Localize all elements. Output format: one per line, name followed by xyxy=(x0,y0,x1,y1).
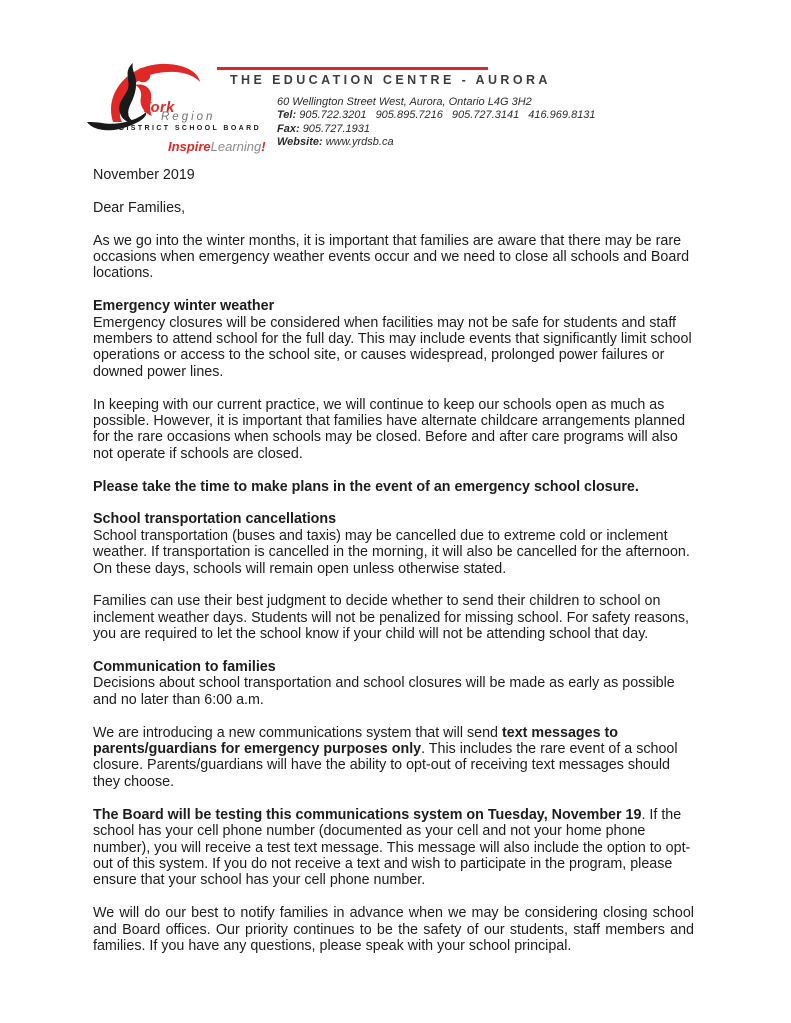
p3-bold-text: The Board will be testing this communications system on Tuesday, November 19 xyxy=(93,806,642,823)
p2-pre-text: We are introducing a new communications system that will send xyxy=(93,724,502,741)
section-heading-winter: Emergency winter weather xyxy=(93,298,275,315)
fax-label: Fax: xyxy=(277,122,300,135)
education-centre-title: THE EDUCATION CENTRE - AURORA xyxy=(230,73,551,87)
p2-bold-text: text messages to parents/guardians for emergency purposes only xyxy=(93,724,618,758)
logo-district-school-board-text: DISTRICT SCHOOL BOARD xyxy=(119,125,262,132)
contact-fax-line xyxy=(277,123,596,136)
transportation-paragraph-2: Families can use their best judgment to decide whether to send their children to school on inclement weather days. Students will not be penalized for missing school. For safety reasons, you are required to let the school know if your child will not be attending school that day. xyxy=(93,593,690,643)
communication-paragraph-1: Decisions about school transportation and school closures will be made as early as possible and no later than 6:00 a.m. xyxy=(93,675,675,708)
p3-post-text: . If the school has your cell phone number (documented as your cell and not your home phone number), you will receive a test text message. This message will also include the option to opt-out of this system. If you do not receive a text and wish to participate in the program, please ensure that your school has your cell phone number. xyxy=(93,806,691,889)
logo-york-text: York xyxy=(141,100,175,116)
tagline-learning: Learning xyxy=(210,139,262,154)
contact-website-line xyxy=(277,136,596,149)
emphasis-line: Please take the time to make plans in the event of an emergency school closure. xyxy=(93,478,639,495)
header-red-rule xyxy=(217,67,488,70)
tagline-exclamation: ! xyxy=(261,139,266,154)
website-url: www.yrdsb.ca xyxy=(325,136,394,149)
salutation: Dear Families, xyxy=(93,199,186,216)
letter-date: November 2019 xyxy=(93,167,195,183)
section-heading-transportation: School transportation cancellations xyxy=(93,511,337,528)
transportation-paragraph-1: School transportation (buses and taxis) may be cancelled due to extreme cold or inclement weather. If transportation is cancelled in the morning, it will also be cancelled for the afternoon. On these days, schools will remain open unless otherwise stated. xyxy=(93,527,690,577)
tel-numbers: 905.722.3201 905.895.7216 905.727.3141 416.969.8131 xyxy=(299,109,596,122)
winter-paragraph-1: Emergency closures will be considered when facilities may not be safe for students and staff members to attend school for the full day. This may include events that significantly limit school operations or access to the school site, or causes widespread, prolonged power failures or downed power lines. xyxy=(93,314,692,380)
contact-tel-line xyxy=(277,109,596,122)
logo-tagline xyxy=(168,139,266,154)
tel-label: Tel: xyxy=(277,109,297,122)
contact-address: 60 Wellington Street West, Aurora, Ontario L4G 3H2 xyxy=(277,96,532,108)
winter-paragraph-2: In keeping with our current practice, we will continue to keep our schools open as much as possible. However, it is important that families have alternate childcare arrangements planned for the rare occasions when schools may be closed. Before and after care programs will also not operate if schools are closed. xyxy=(93,396,686,462)
logo-region-text: Region xyxy=(161,111,216,123)
section-heading-communication: Communication to families xyxy=(93,659,276,676)
communication-paragraph-2 xyxy=(93,725,694,791)
communication-paragraph-3 xyxy=(93,807,694,889)
website-label: Website: xyxy=(277,136,323,149)
fax-number: 905.727.1931 xyxy=(302,122,370,135)
closing-paragraph: We will do our best to notify families in advance when we may be considering closing school and Board offices. Our priority continues to be the safety of our students, staff members and families. If you have any questions, please speak with your school principal. xyxy=(93,905,694,954)
intro-paragraph: As we go into the winter months, it is important that families are aware that there may be rare occasions when emergency weather events occur and we need to close all schools and Board locations. xyxy=(93,232,690,282)
p2-post-text: . This includes the rare event of a school closure. Parents/guardians will have the ability to opt-out of receiving text messages should they choose. xyxy=(93,741,678,790)
contact-block xyxy=(277,96,596,150)
tagline-inspire: Inspire xyxy=(168,139,211,154)
letter-body xyxy=(93,167,694,954)
